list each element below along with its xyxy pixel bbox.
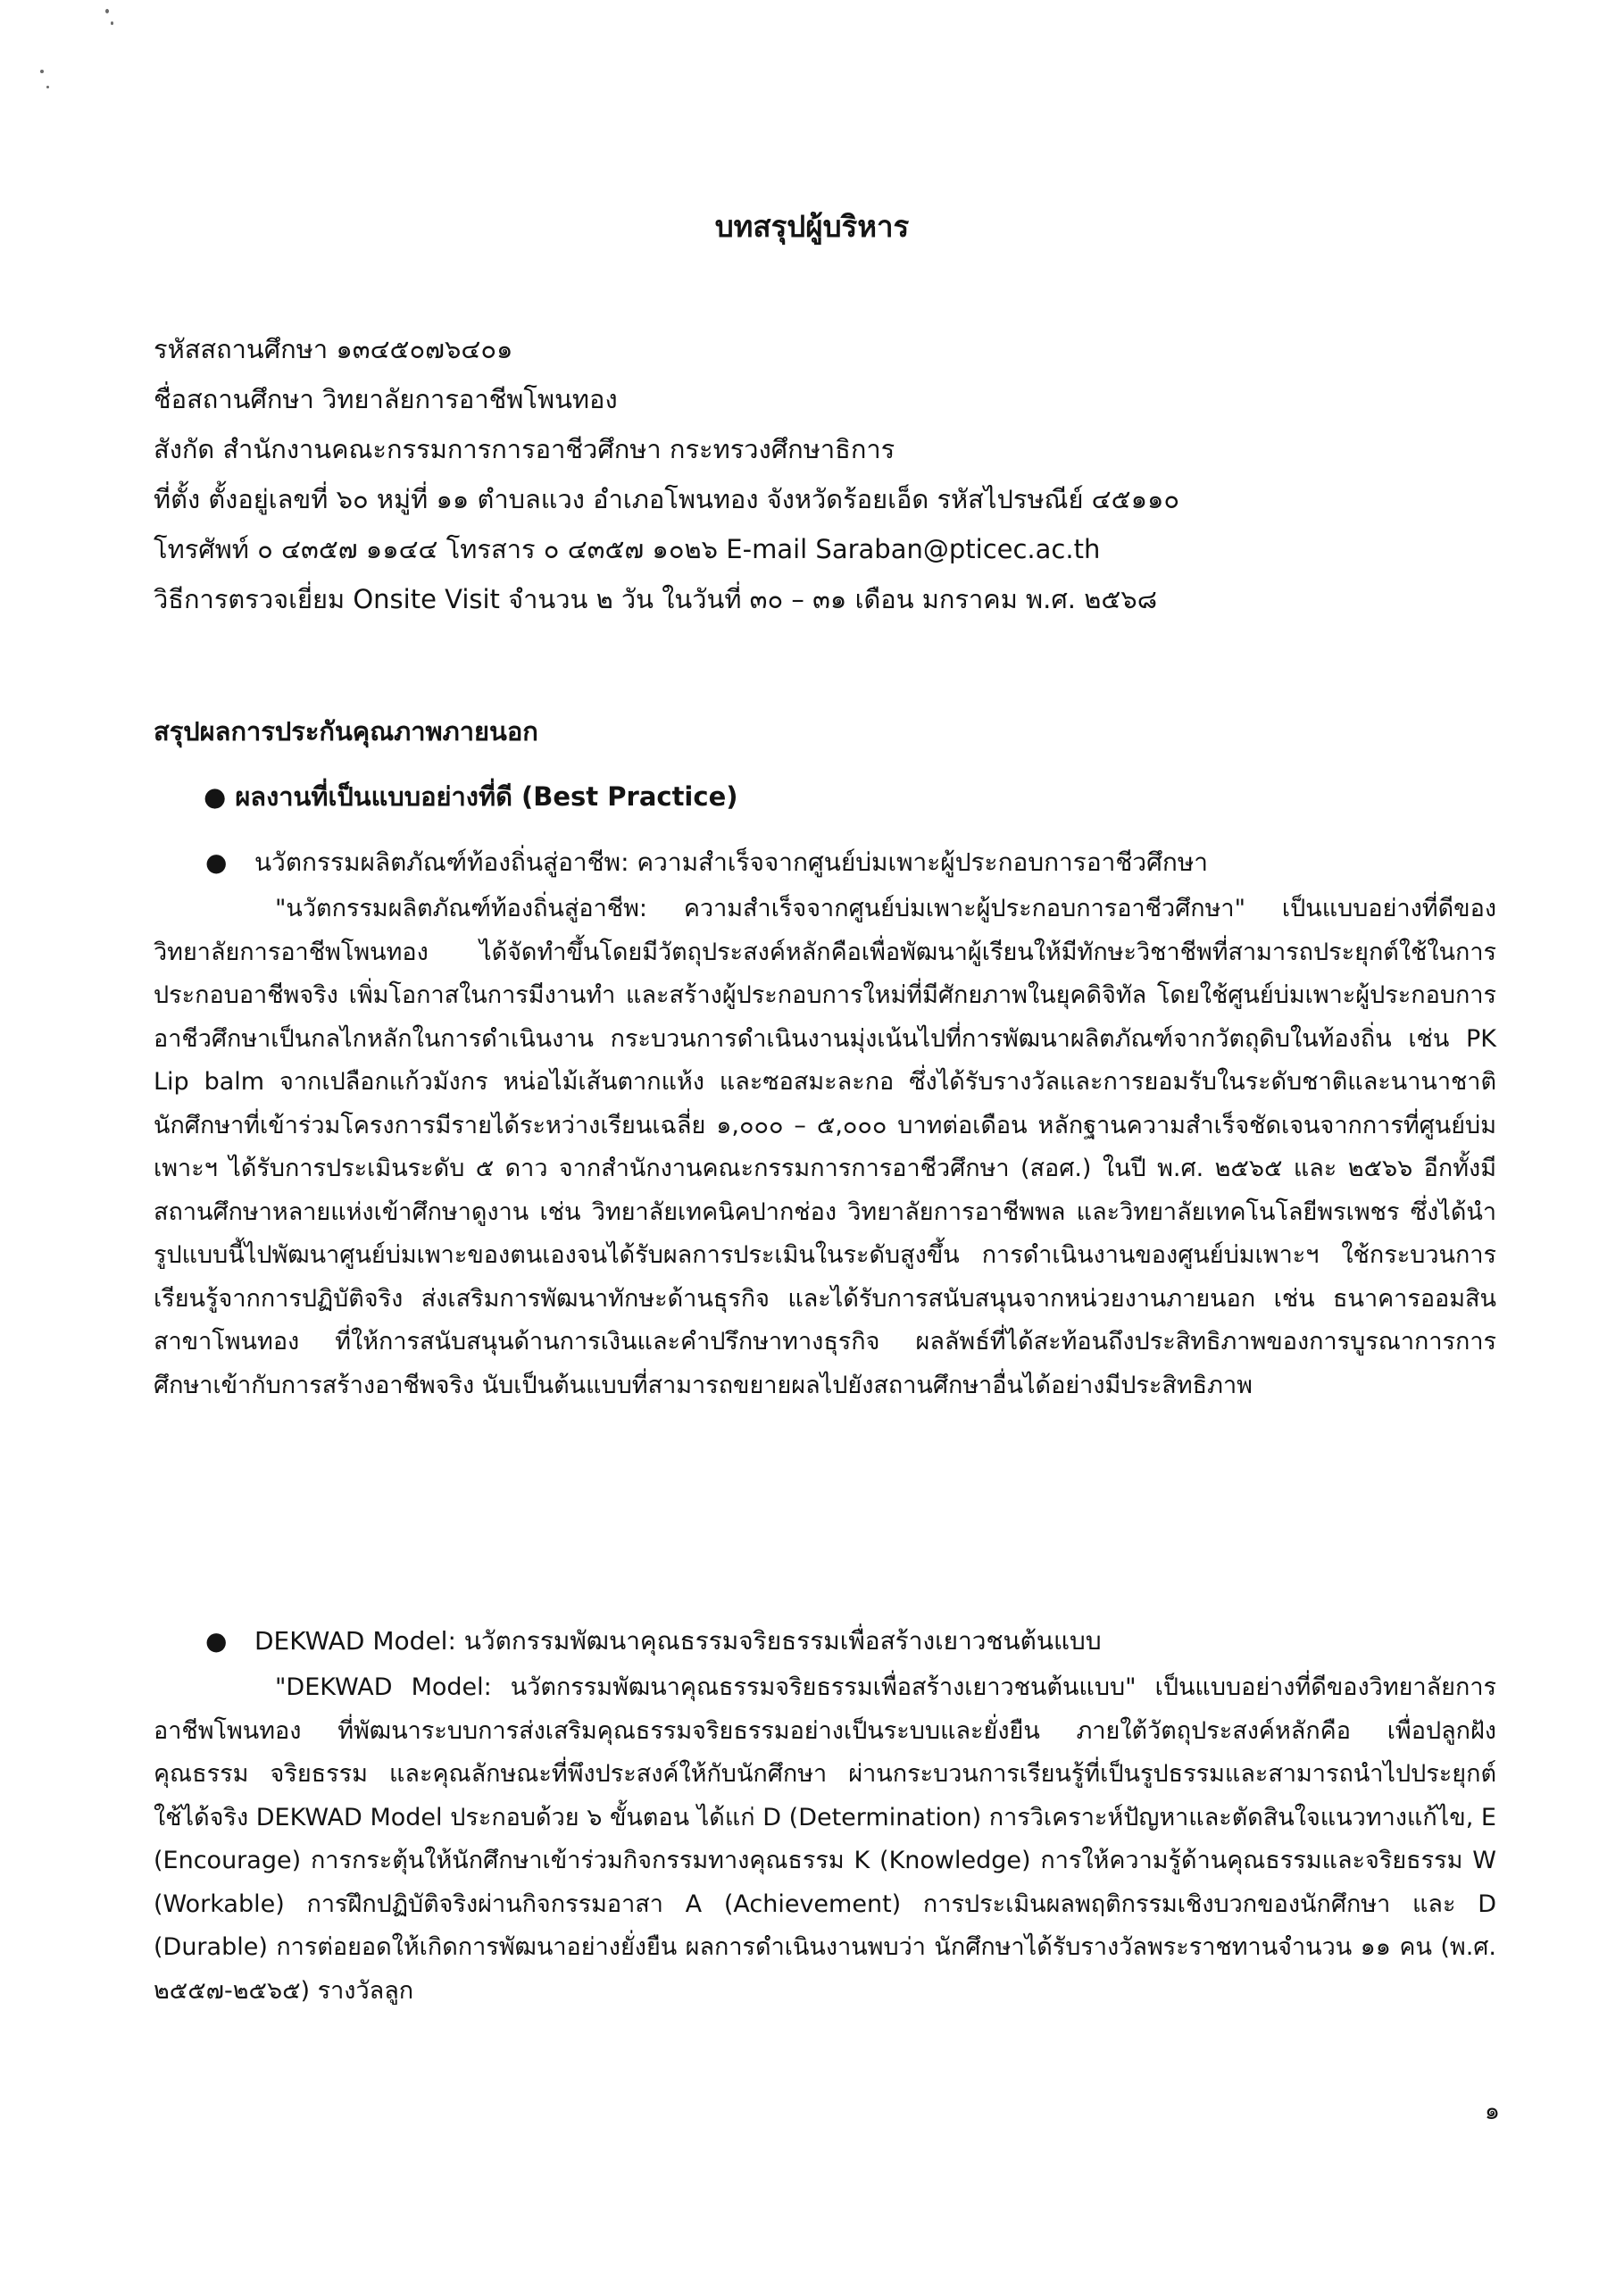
section-heading: สรุปผลการประกันคุณภาพภายนอก (154, 716, 538, 747)
practice-item-body (154, 888, 1496, 1407)
best-practice-heading (204, 775, 738, 818)
document-title: บทสรุปผู้บริหาร (714, 209, 910, 244)
practice-item-title (205, 1620, 1102, 1663)
institution-name: ชื่อสถานศึกษา วิทยาลัยการอาชีพโพนทอง (154, 384, 618, 414)
scan-speck (105, 9, 109, 13)
practice-item-title-text: นวัตกรรมผลิตภัณฑ์ท้องถิ่นสู่อาชีพ: ความสำเร็จจากศูนย์บ่มเพาะผู้ประกอบการอาชีวศึกษา (254, 847, 1208, 877)
practice-item-body-text: "นวัตกรรมผลิตภัณฑ์ท้องถิ่นสู่อาชีพ: ความสำเร็จจากศูนย์บ่มเพาะผู้ประกอบการอาชีวศึกษา" เป็นแบบอย่างที่ดีของวิทยาลัยการอาชีพโพนทอง ได้จัดทำขึ้นโดยมีวัตถุประสงค์หลักคือเพื่อพัฒนาผู้เรียนให้มีทักษะวิชาชีพที่สามารถประยุกต์ใช้ในการประกอบอาชีพจริง เพิ่มโอกาสในการมีงานทำ และสร้างผู้ประกอบการใหม่ที่มีศักยภาพในยุคดิจิทัล โดยใช้ศูนย์บ่มเพาะผู้ประกอบการอาชีวศึกษาเป็นกลไกหลักในการดำเนินงาน กระบวนการดำเนินงานมุ่งเน้นไปที่การพัฒนาผลิตภัณฑ์จากวัตถุดิบในท้องถิ่น เช่น PK Lip balm จากเปลือกแก้วมังกร หน่อไม้เส้นตากแห้ง และซอสมะละกอ ซึ่งได้รับรางวัลและการยอมรับในระดับชาติและนานาชาติ นักศึกษาที่เข้าร่วมโครงการมีรายได้ระหว่างเรียนเฉลี่ย ๑,๐๐๐ – ๕,๐๐๐ บาทต่อเดือน หลักฐานความสำเร็จชัดเจนจากการที่ศูนย์บ่มเพาะฯ ได้รับการประเมินระดับ ๕ ดาว จากสำนักงานคณะกรรมการการอาชีวศึกษา (สอศ.) ในปี พ.ศ. ๒๕๖๕ และ ๒๕๖๖ อีกทั้งมีสถานศึกษาหลายแห่งเข้าศึกษาดูงาน เช่น วิทยาลัยเทคนิคปากช่อง วิทยาลัยการอาชีพพล และวิทยาลัยเทคโนโลยีพรเพชร ซึ่งได้นำรูปแบบนี้ไปพัฒนาศูนย์บ่มเพาะของตนเองจนได้รับผลการประเมินในระดับสูงขึ้น การดำเนินงานของศูนย์บ่มเพาะฯ ใช้กระบวนการเรียนรู้จากการปฏิบัติจริง ส่งเสริมการพัฒนาทักษะด้านธุรกิจ และได้รับการสนับสนุนจากหน่วยงานภายนอก เช่น ธนาคารออมสิน สาขาโพนทอง ที่ให้การสนับสนุนด้านการเงินและคำปรึกษาทางธุรกิจ ผลลัพธ์ที่ได้สะท้อนถึงประสิทธิภาพของการบูรณาการการศึกษาเข้ากับการสร้างอาชีพจริง นับเป็นต้นแบบที่สามารถขยายผลไปยังสถานศึกษาอื่นได้อย่างมีประสิทธิภาพ (154, 895, 1496, 1399)
best-practice-label: ผลงานที่เป็นแบบอย่างที่ดี (Best Practice) (235, 781, 738, 812)
bullet-icon: ● (205, 847, 228, 877)
institution-affiliation: สังกัด สำนักงานคณะกรรมการการอาชีวศึกษา กระทรวงศึกษาธิการ (154, 434, 895, 464)
practice-item-body (154, 1666, 1496, 2013)
practice-item-title-text: DEKWAD Model: นวัตกรรมพัฒนาคุณธรรมจริยธรรมเพื่อสร้างเยาวชนต้นแบบ (254, 1626, 1102, 1656)
scan-speck (46, 86, 49, 88)
institution-contact: โทรศัพท์ ๐ ๔๓๕๗ ๑๑๔๔ โทรสาร ๐ ๔๓๕๗ ๑๐๒๖ E-mail Saraban@pticec.ac.th (154, 534, 1101, 564)
scan-speck (40, 70, 44, 73)
institution-address: ที่ตั้ง ตั้งอยู่เลขที่ ๖๐ หมู่ที่ ๑๑ ตำบลแวง อำเภอโพนทอง จังหวัดร้อยเอ็ด รหัสไปรษณีย์ ๔๕๑๑๐ (154, 484, 1180, 514)
bullet-icon: ● (204, 781, 227, 812)
bullet-icon: ● (205, 1626, 228, 1656)
practice-item-body-text: "DEKWAD Model: นวัตกรรมพัฒนาคุณธรรมจริยธรรมเพื่อสร้างเยาวชนต้นแบบ" เป็นแบบอย่างที่ดีของวิทยาลัยการอาชีพโพนทอง ที่พัฒนาระบบการส่งเสริมคุณธรรมจริยธรรมอย่างเป็นระบบและยั่งยืน ภายใต้วัตถุประสงค์หลักคือ เพื่อปลูกฝังคุณธรรม จริยธรรม และคุณลักษณะที่พึงประสงค์ให้กับนักศึกษา ผ่านกระบวนการเรียนรู้ที่เป็นรูปธรรมและสามารถนำไปประยุกต์ใช้ได้จริง DEKWAD Model ประกอบด้วย ๖ ขั้นตอน ได้แก่ D (Determination) การวิเคราะห์ปัญหาและตัดสินใจแนวทางแก้ไข, E (Encourage) การกระตุ้นให้นักศึกษาเข้าร่วมกิจกรรมทางคุณธรรม K (Knowledge) การให้ความรู้ด้านคุณธรรมและจริยธรรม W (Workable) การฝึกปฏิบัติจริงผ่านกิจกรรมอาสา A (Achievement) การประเมินผลพฤติกรรมเชิงบวกของนักศึกษา และ D (Durable) การต่อยอดให้เกิดการพัฒนาอย่างยั่งยืน ผลการดำเนินงานพบว่า นักศึกษาได้รับรางวัลพระราชทานจำนวน ๑๑ คน (พ.ศ. ๒๕๕๗-๒๕๖๕) รางวัลลูก (154, 1673, 1496, 2005)
practice-item-title (205, 841, 1208, 884)
institution-info (154, 326, 1493, 626)
scan-speck (111, 21, 113, 25)
institution-code: รหัสสถานศึกษา ๑๓๔๕๐๗๖๔๐๑ (154, 334, 513, 364)
visit-method: วิธีการตรวจเยี่ยม Onsite Visit จำนวน ๒ วัน ในวันที่ ๓๐ – ๓๑ เดือน มกราคม พ.ศ. ๒๕๖๘ (154, 584, 1158, 614)
page-number: ๑ (1484, 2098, 1500, 2125)
